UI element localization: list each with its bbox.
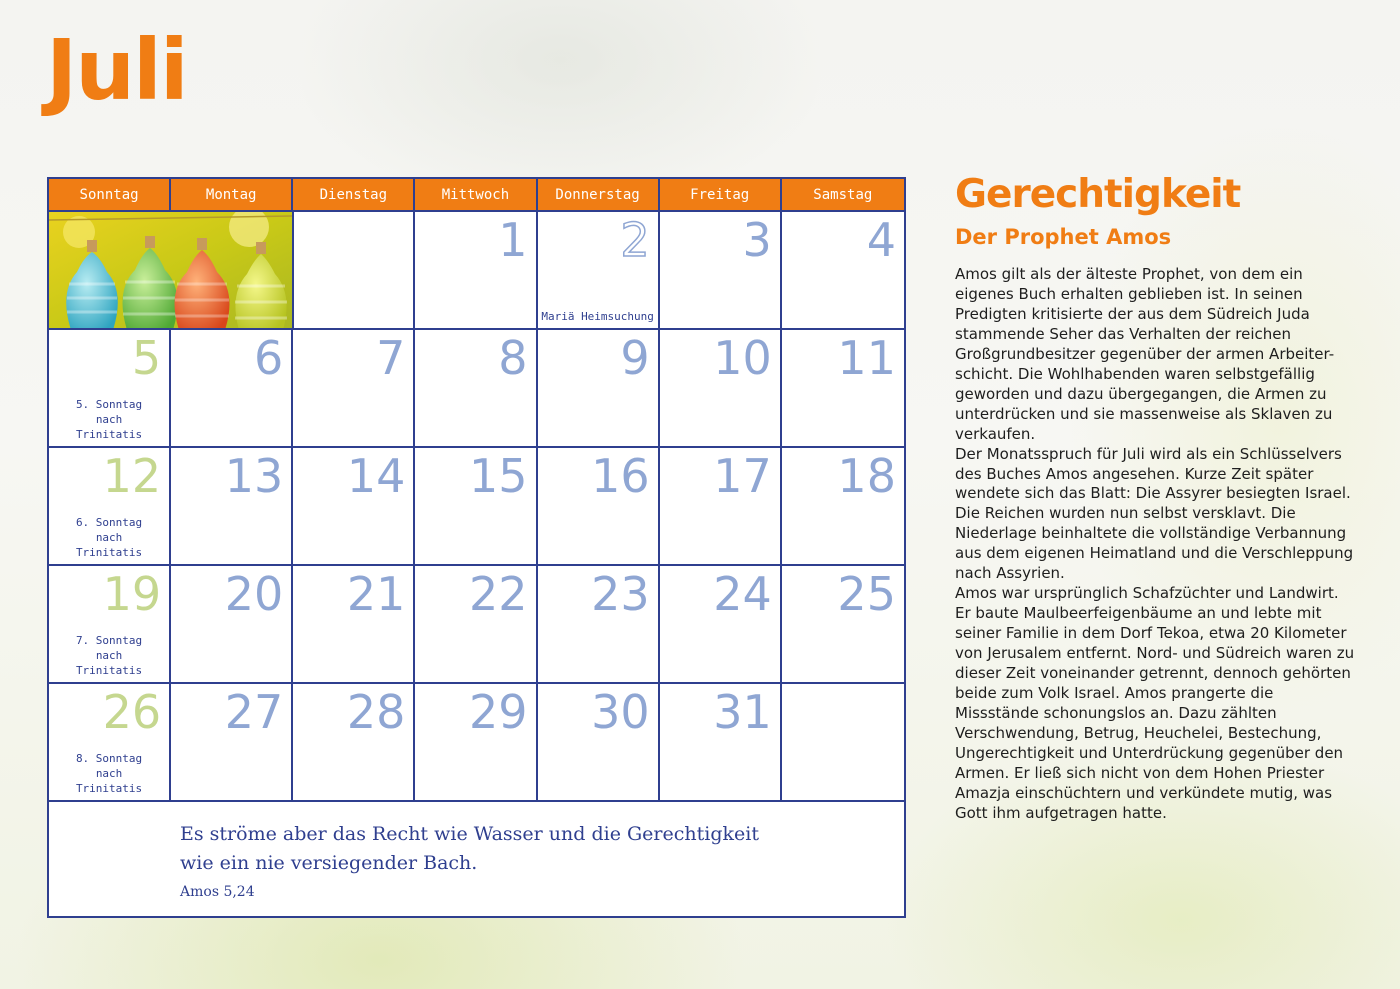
calendar-day-cell bbox=[538, 330, 660, 448]
day-number: 15 bbox=[469, 449, 528, 503]
calendar-day-cell bbox=[293, 684, 415, 802]
article-title: Gerechtigkeit bbox=[955, 172, 1241, 217]
weekday-tuesday: Dienstag bbox=[293, 179, 415, 212]
monthly-verse-box bbox=[49, 802, 904, 918]
day-number: 21 bbox=[346, 567, 406, 621]
calendar-day-cell bbox=[49, 330, 171, 448]
calendar-grid bbox=[49, 212, 904, 802]
day-number: 25 bbox=[837, 567, 896, 621]
day-number: 12 bbox=[102, 449, 162, 503]
day-number: 17 bbox=[713, 449, 772, 503]
glass-bottles-photo bbox=[49, 212, 294, 330]
calendar-day-cell bbox=[782, 448, 904, 566]
month-title: Juli bbox=[46, 21, 187, 119]
day-number: 28 bbox=[346, 685, 406, 739]
day-number: 13 bbox=[224, 449, 284, 503]
weekday-header-row bbox=[49, 179, 904, 212]
article-paragraph: Der Monatsspruch für Juli wird als ein Schlüsselvers des Buches Amos angesehen. Kurze Zeit später wendete sich das Blatt: Die Assyrer besiegten Israel. Die Reichen wurden nun selbst versklavt. Die Niederlage beinhaltete die vollständige Verbannung aus dem eigenen Heimatland und die Verschleppung nach Assyrien. bbox=[955, 444, 1354, 583]
day-number: 24 bbox=[713, 567, 772, 621]
calendar bbox=[47, 177, 906, 918]
article-body bbox=[955, 265, 1355, 824]
day-note: 6. Sonntag nach Trinitatis bbox=[75, 516, 143, 559]
day-number: 2 bbox=[620, 213, 650, 267]
weekday-wednesday: Mittwoch bbox=[415, 179, 537, 212]
calendar-day-cell bbox=[171, 684, 293, 802]
day-number: 7 bbox=[376, 331, 406, 385]
calendar-day-cell bbox=[782, 566, 904, 684]
calendar-day-cell bbox=[171, 566, 293, 684]
calendar-day-cell bbox=[538, 684, 660, 802]
calendar-day-cell bbox=[660, 212, 782, 330]
day-number: 10 bbox=[713, 331, 772, 385]
calendar-day-cell bbox=[293, 330, 415, 448]
day-number: 22 bbox=[469, 567, 528, 621]
day-number: 6 bbox=[253, 331, 284, 385]
day-number: 8 bbox=[498, 331, 528, 385]
calendar-day-cell bbox=[293, 212, 415, 330]
day-number: 29 bbox=[469, 685, 528, 739]
day-number: 20 bbox=[224, 567, 284, 621]
day-number: 19 bbox=[102, 567, 162, 621]
day-note: 5. Sonntag nach Trinitatis bbox=[75, 398, 143, 441]
article-subtitle: Der Prophet Amos bbox=[955, 225, 1172, 249]
monthly-verse-line-2: wie ein nie versiegender Bach. bbox=[180, 852, 478, 874]
day-number: 5 bbox=[131, 331, 162, 385]
day-number: 3 bbox=[742, 213, 772, 267]
calendar-day-cell bbox=[415, 566, 537, 684]
calendar-day-cell bbox=[538, 566, 660, 684]
calendar-day-cell bbox=[171, 448, 293, 566]
day-number: 1 bbox=[498, 213, 528, 267]
weekday-monday: Montag bbox=[171, 179, 293, 212]
article-paragraph: Amos war ursprünglich Schafzüchter und Landwirt. Er baute Maulbeerfeigenbäume an und lebte mit seiner Familie in dem Dorf Tekoa, etwa 20 Kilometer von Jerusalem entfernt. Nord- und Südreich waren zu dieser Zeit voneinander getrennt, dennoch gehörten beide zum Volk Israel. Amos prangerte die Missstände schonungslos an. Dazu zählten Verschwendung, Betrug, Heuchelei, Bestechung, Ungerechtigkeit und Unterdrückung gegenüber den Armen. Er ließ sich nicht von dem Hohen Priester Amazja einschüchtern und verkündete mutig, was Gott ihm aufgetragen hatte. bbox=[955, 584, 1355, 822]
calendar-day-cell bbox=[660, 330, 782, 448]
day-number: 18 bbox=[837, 449, 896, 503]
calendar-day-cell bbox=[415, 212, 537, 330]
weekday-thursday: Donnerstag bbox=[538, 179, 660, 212]
calendar-day-cell bbox=[415, 330, 537, 448]
calendar-day-cell bbox=[49, 566, 171, 684]
article bbox=[955, 172, 1355, 824]
weekday-sunday: Sonntag bbox=[49, 179, 171, 212]
calendar-day-cell bbox=[782, 212, 904, 330]
day-note: Mariä Heimsuchung bbox=[541, 310, 654, 323]
day-number: 31 bbox=[713, 685, 772, 739]
calendar-day-cell bbox=[293, 566, 415, 684]
article-paragraph: Amos gilt als der älteste Prophet, von dem ein eigenes Buch erhalten geblieben ist. In seinen Predigten kritisierte der aus dem Südreich Juda stammende Seher das Verhalten der reichen Großgrundbesitzer gegenüber der armen Arbeiter-schicht. Die Wohlhabenden waren selbstgefällig geworden und dazu übergegangen, die Armen zu unterdrücken und sie massenweise als Sklaven zu verkaufen. bbox=[955, 265, 1335, 443]
calendar-day-cell bbox=[538, 212, 660, 330]
monthly-verse-line-1: Es ströme aber das Recht wie Wasser und die Gerechtigkeit bbox=[180, 823, 759, 845]
calendar-day-cell bbox=[782, 684, 904, 802]
verse-reference: Amos 5,24 bbox=[180, 884, 255, 900]
calendar-day-cell bbox=[660, 684, 782, 802]
calendar-day-cell bbox=[782, 330, 904, 448]
calendar-day-cell bbox=[538, 448, 660, 566]
calendar-day-cell bbox=[49, 684, 171, 802]
day-number: 16 bbox=[591, 449, 650, 503]
day-number: 9 bbox=[620, 331, 650, 385]
calendar-day-cell bbox=[171, 330, 293, 448]
calendar-day-cell bbox=[415, 448, 537, 566]
weekday-friday: Freitag bbox=[660, 179, 782, 212]
day-number: 4 bbox=[866, 213, 896, 267]
day-number: 23 bbox=[591, 567, 650, 621]
day-number: 30 bbox=[591, 685, 650, 739]
calendar-day-cell bbox=[49, 448, 171, 566]
glass-bottles-image bbox=[49, 212, 294, 330]
day-note: 7. Sonntag nach Trinitatis bbox=[75, 634, 143, 677]
weekday-saturday: Samstag bbox=[782, 179, 904, 212]
day-number: 14 bbox=[346, 449, 406, 503]
day-number: 27 bbox=[224, 685, 284, 739]
day-note: 8. Sonntag nach Trinitatis bbox=[75, 752, 143, 795]
calendar-day-cell bbox=[415, 684, 537, 802]
day-number: 11 bbox=[837, 331, 896, 385]
day-number: 26 bbox=[102, 685, 162, 739]
calendar-day-cell bbox=[293, 448, 415, 566]
calendar-day-cell bbox=[660, 566, 782, 684]
calendar-day-cell bbox=[660, 448, 782, 566]
monthly-verse bbox=[180, 820, 820, 878]
